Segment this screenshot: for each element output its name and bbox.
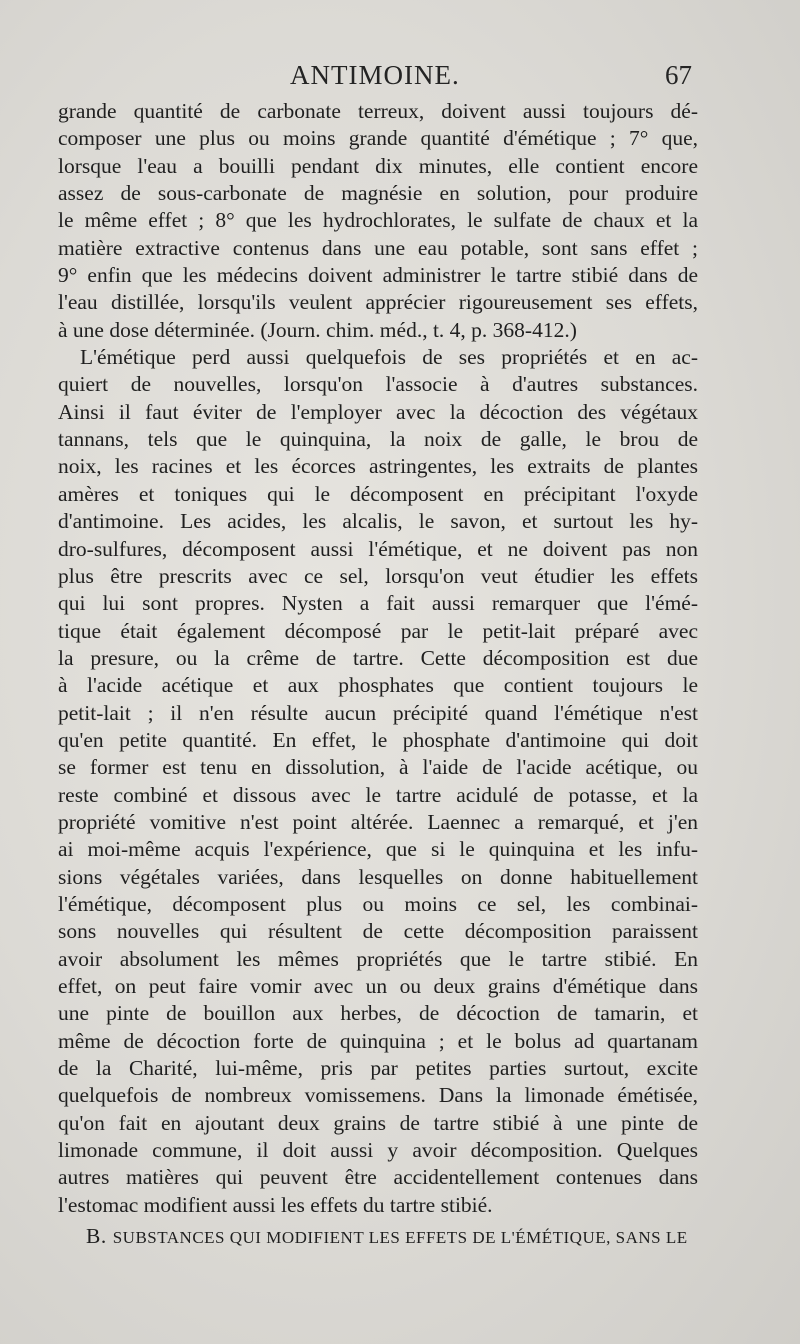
section-heading bbox=[58, 1221, 698, 1251]
page-header bbox=[0, 58, 800, 98]
body-text bbox=[58, 98, 698, 1251]
text-line: sions végétales variées, dans lesquelles on donne habituellement bbox=[58, 864, 698, 889]
text-line: sons nouvelles qui résultent de cette décomposition paraissent bbox=[58, 919, 698, 944]
text-line: assez de sous-carbonate de magnésie en solution, pour produire bbox=[58, 181, 698, 206]
running-title: ANTIMOINE. bbox=[290, 60, 460, 90]
text-line: qu'en petite quantité. En effet, le phosphate d'antimoine qui doit bbox=[58, 727, 698, 752]
text-line: matière extractive contenus dans une eau potable, sont sans effet ; bbox=[58, 235, 698, 260]
text-line: l'estomac modifient aussi les effets du tartre stibié. bbox=[58, 1192, 493, 1217]
text-line: autres matières qui peuvent être accidentellement contenues dans bbox=[58, 1165, 698, 1190]
text-line: l'émétique, décomposent plus ou moins ce sel, les combinai- bbox=[58, 891, 698, 916]
text-line: reste combiné et dissous avec le tartre acidulé de potasse, et la bbox=[58, 782, 698, 807]
text-line: à l'acide acétique et aux phosphates que contient toujours le bbox=[58, 673, 698, 698]
text-line: 9° enfin que les médecins doivent administrer le tartre stibié dans de bbox=[58, 263, 698, 288]
page-number: 67 bbox=[665, 60, 692, 90]
text-line: dro-sulfures, décomposent aussi l'émétique, et ne doivent pas non bbox=[58, 536, 698, 561]
text-line: composer une plus ou moins grande quantité d'émétique ; 7° que, bbox=[58, 126, 698, 151]
text-line: propriété vomitive n'est point altérée. Laennec a remarqué, et j'en bbox=[58, 809, 698, 834]
text-line: tique était également décomposé par le petit-lait préparé avec bbox=[58, 618, 698, 643]
text-line: de la Charité, lui-même, pris par petites parties surtout, excite bbox=[58, 1056, 698, 1081]
text-line: amères et toniques qui le décomposent en précipitant l'oxyde bbox=[58, 481, 698, 506]
text-line: même de décoction forte de quinquina ; et le bolus ad quartanam bbox=[58, 1028, 698, 1053]
text-line: qu'on fait en ajoutant deux grains de tartre stibié à une pinte de bbox=[58, 1110, 698, 1135]
section-heading-text: SUBSTANCES QUI MODIFIENT LES EFFETS DE L'ÉMÉTIQUE, SANS LE bbox=[112, 1228, 688, 1248]
text-line: plus être prescrits avec ce sel, lorsqu'on veut étudier les effets bbox=[58, 563, 698, 588]
text-line: une pinte de bouillon aux herbes, de décoction de tamarin, et bbox=[58, 1001, 698, 1026]
text-line: avoir absolument les mêmes propriétés que le tartre stibié. En bbox=[58, 946, 698, 971]
text-line: quiert de nouvelles, lorsqu'on l'associe à d'autres substances. bbox=[58, 372, 698, 397]
text-line: grande quantité de carbonate terreux, doivent aussi toujours dé- bbox=[58, 99, 698, 123]
text-line: ai moi-même acquis l'expérience, que si le quinquina et les infu- bbox=[58, 837, 698, 862]
text-line: effet, on peut faire vomir avec un ou deux grains d'émétique dans bbox=[58, 974, 698, 998]
text-line: tannans, tels que le quinquina, la noix de galle, le brou de bbox=[58, 427, 698, 452]
text-line: noix, les racines et les écorces astringentes, les extraits de plantes bbox=[58, 454, 698, 479]
text-line: Ainsi il faut éviter de l'employer avec la décoction des végétaux bbox=[58, 399, 698, 424]
text-line: lorsque l'eau a bouilli pendant dix minutes, elle contient encore bbox=[58, 153, 698, 178]
text-line: à une dose déterminée. (Journ. chim. méd., t. 4, p. 368-412.) bbox=[58, 317, 577, 342]
text-line: petit-lait ; il n'en résulte aucun précipité quand l'émétique n'est bbox=[58, 700, 698, 725]
text-line: le même effet ; 8° que les hydrochlorates, le sulfate de chaux et la bbox=[58, 208, 698, 233]
text-line: l'eau distillée, lorsqu'ils veulent apprécier rigoureusement ses effets, bbox=[58, 290, 698, 315]
text-line: quelquefois de nombreux vomissemens. Dans la limonade émétisée, bbox=[58, 1083, 698, 1108]
text-line: limonade commune, il doit aussi y avoir décomposition. Quelques bbox=[58, 1138, 698, 1163]
text-line: se former est tenu en dissolution, à l'aide de l'acide acétique, ou bbox=[58, 755, 698, 780]
text-line: qui lui sont propres. Nysten a fait aussi remarquer que l'émé- bbox=[58, 591, 698, 616]
paragraph-first-line: L'émétique perd aussi quelquefois de ses propriétés et en ac- bbox=[80, 345, 698, 370]
text-line: d'antimoine. Les acides, les alcalis, le savon, et surtout les hy- bbox=[58, 509, 698, 534]
text-line: la presure, ou la crême de tartre. Cette décomposition est due bbox=[58, 645, 698, 670]
section-letter: B. bbox=[86, 1224, 107, 1249]
